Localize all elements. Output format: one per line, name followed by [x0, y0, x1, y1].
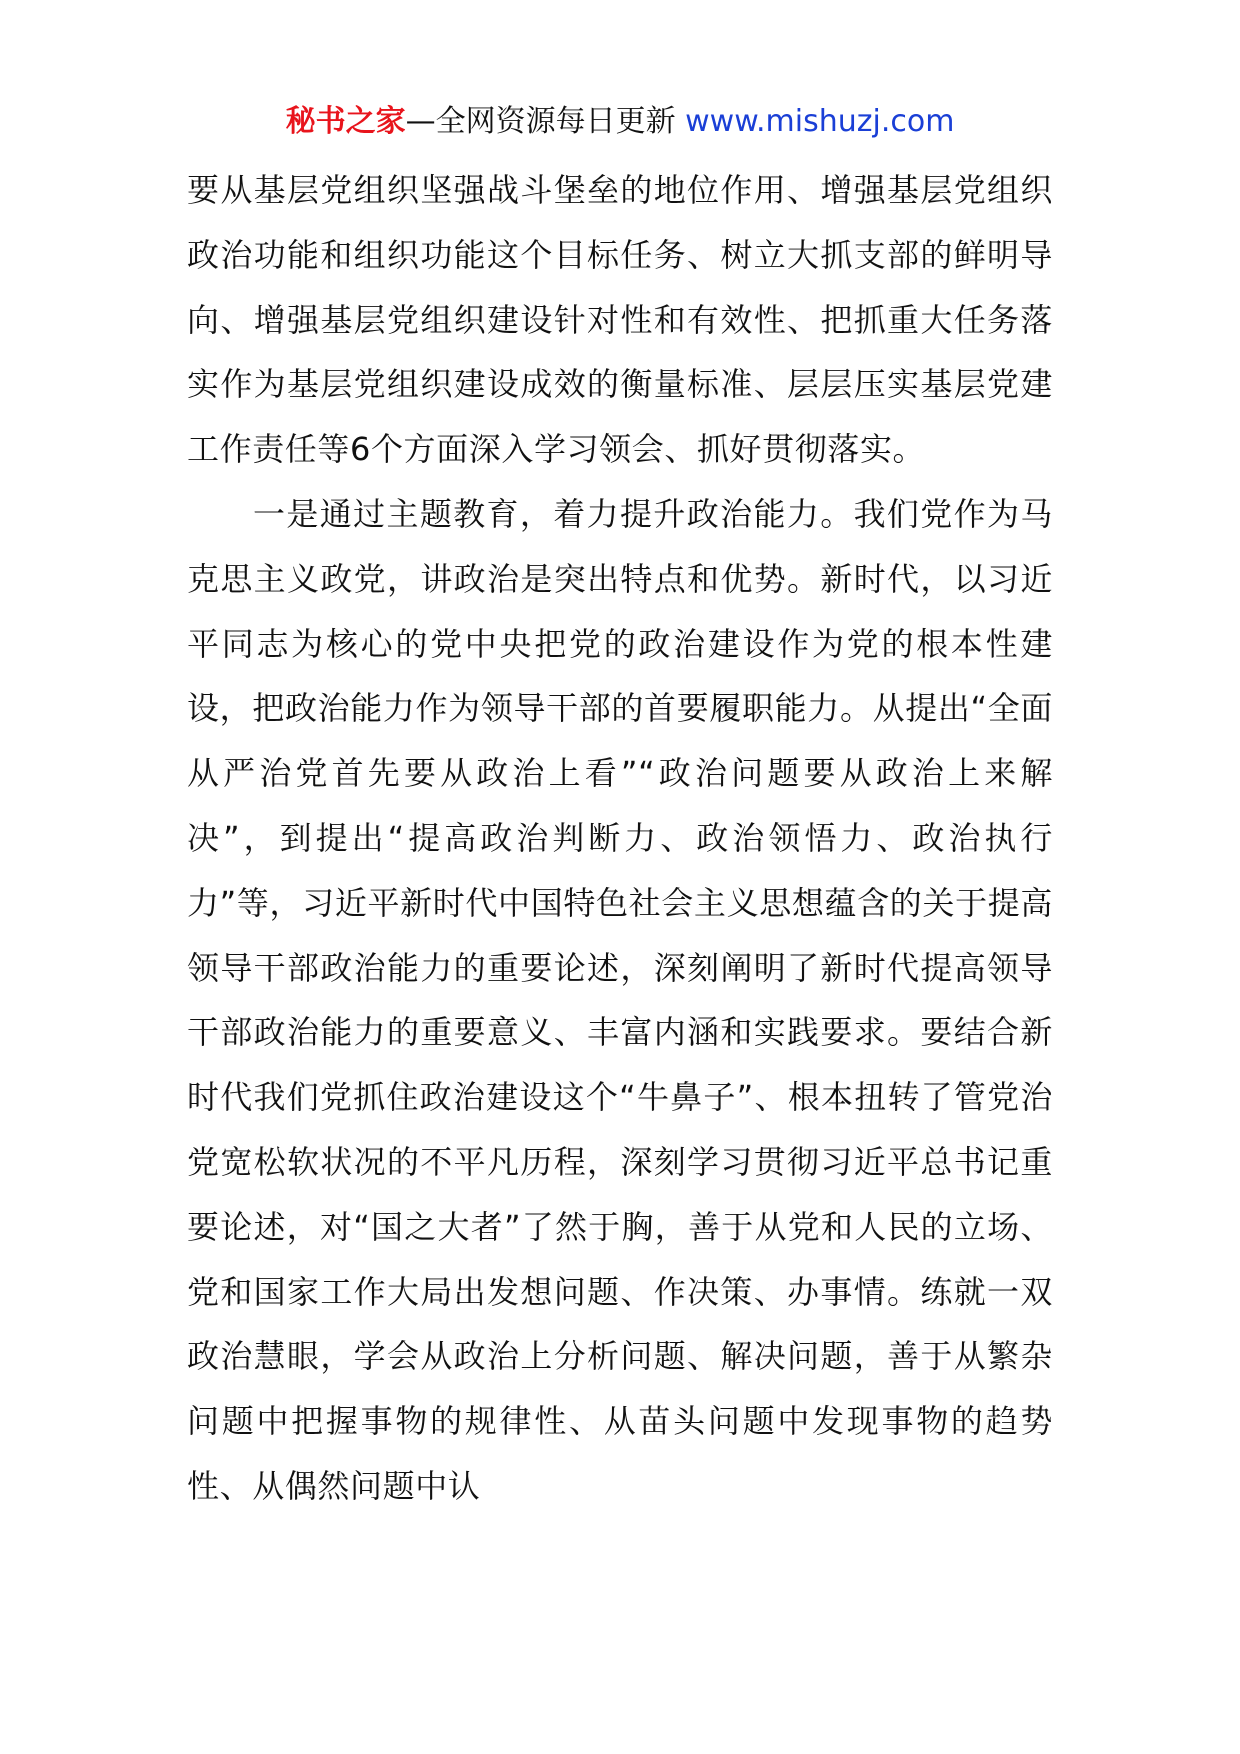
body-paragraph-2: 一是通过主题教育，着力提升政治能力。我们党作为马克思主义政党，讲政治是突出特点和优势。新时代，以习近平同志为核心的党中央把党的政治建设作为党的根本性建设，把政治能力作为领导干部的首要履职能力。从提出“全面从严治党首先要从政治上看”“政治问题要从政治上来解决”，到提出“提高政治判断力、政治领悟力、政治执行力”等，习近平新时代中国特色社会主义思想蕴含的关于提高领导干部政治能力的重要论述，深刻阐明了新时代提高领导干部政治能力的重要意义、丰富内涵和实践要求。要结合新时代我们党抓住政治建设这个“牛鼻子”、根本扭转了管党治党宽松软状况的不平凡历程，深刻学习贯彻习近平总书记重要论述，对“国之大者”了然于胸，善于从党和人民的立场、党和国家工作大局出发想问题、作决策、办事情。练就一双政治慧眼，学会从政治上分析问题、解决问题，善于从繁杂问题中把握事物的规律性、从苗头问题中发现事物的趋势性、从偶然问题中认: [187, 494, 1053, 1505]
header-tagline: —全网资源每日更新: [405, 104, 676, 139]
brand-name: 秘书之家: [285, 104, 406, 139]
document-body: [187, 158, 1053, 1519]
page-header: [0, 102, 1240, 142]
website-link[interactable]: www.mishuzj.com: [685, 104, 955, 139]
body-paragraph-1: 要从基层党组织坚强战斗堡垒的地位作用、增强基层党组织政治功能和组织功能这个目标任务、树立大抓支部的鲜明导向、增强基层党组织建设针对性和有效性、把抓重大任务落实作为基层党组织建设成效的衡量标准、层层压实基层党建工作责任等6个方面深入学习领会、抓好贯彻落实。: [187, 171, 1053, 469]
